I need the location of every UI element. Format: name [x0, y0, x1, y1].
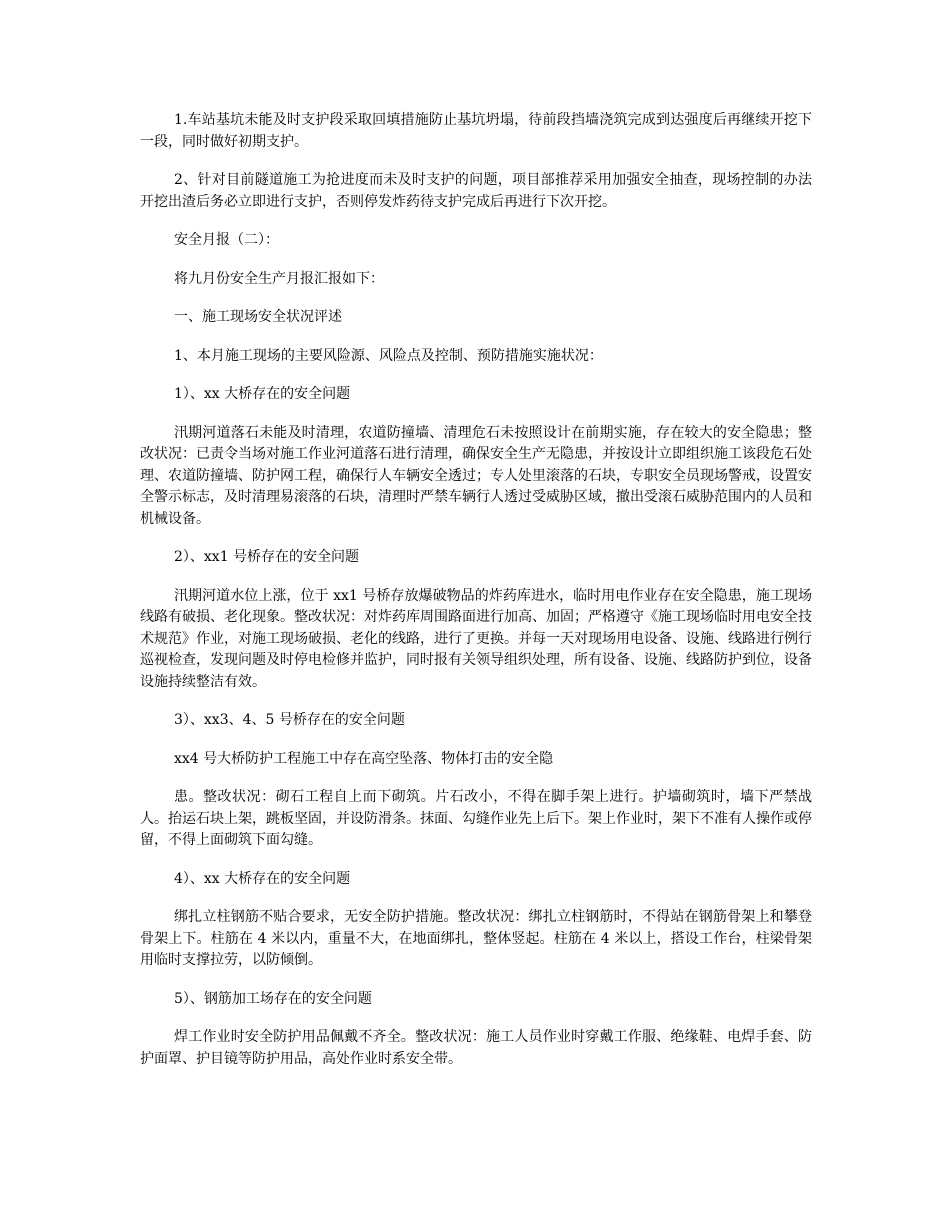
section-heading-1: 一、施工现场安全状况评述 [174, 309, 342, 325]
intro-line: 将九月份安全生产月报汇报如下： [174, 270, 384, 287]
section-title-monthly-report: 安全月报（二）： [174, 232, 279, 248]
item-body-2: 汛期河道水位上涨，位于 xx1 号桥存放爆破物品的炸药库进水，临时用电作业存在安全隐患，施工现场线路有破损、老化现象。整改状况：对炸药库周围路面进行加高、加固；严格遵守《施工现场临时用电安全技术规范》作业，对施工现场破损、老化的线路，进行了更换。并每一天对现场用电设备、设施、线路进行例行巡视检查，发现问题及时停电检修并监护，同时报有关领导组织处理，所有设备、设施、线路防护到位，设备设施持续整洁有效。 [140, 587, 812, 690]
item-body-1: 汛期河道落石未能及时清理，农道防撞墙、清理危石未按照设计在前期实施，存在较大的安全隐患；整改状况：已责令当场对施工作业河道落石进行清理，确保安全生产无隐患，并按设计立即组织施工该段危石处理、农道防撞墙、防护网工程，确保行人车辆安全透过；专人处里滚落的石块，专职安全员现场警戒，设置安全警示标志，及时清理易滚落的石块，清理时严禁车辆行人透过受威胁区域，撤出受滚石威胁范围内的人员和机械设备。 [140, 424, 812, 527]
item-heading-3: 3）、xx3、4、5 号桥存在的安全问题 [174, 712, 405, 728]
paragraph-1: 1.车站基坑未能及时支护段采取回填措施防止基坑坍塌，待前段挡墙浇筑完成到达强度后再继续开挖下一段，同时做好初期支护。 [140, 112, 812, 150]
subsection-heading-1: 1、本月施工现场的主要风险源、风险点及控制、预防措施实施状况： [174, 347, 603, 364]
item-body-5: 焊工作业时安全防护用品佩戴不齐全。整改状况：施工人员作业时穿戴工作服、绝缘鞋、电焊手套、防护面罩、护目镜等防护用品，高处作业时系安全带。 [140, 1029, 812, 1067]
item-body-4: 绑扎立柱钢筋不贴合要求，无安全防护措施。整改状况：绑扎立柱钢筋时，不得站在钢筋骨架上和攀登骨架上下。柱筋在 4 米以内，重量不大，在地面绑扎，整体竖起。柱筋在 4 米以上，搭设工作台，柱梁骨架用临时支撑拉劳，以防倾倒。 [140, 909, 812, 968]
item-heading-1: 1）、xx 大桥存在的安全问题 [174, 386, 351, 402]
paragraph-2: 2、针对目前隧道施工为抢进度而未及时支护的问题，项目部推荐采用加强安全抽查，现场控制的办法开挖出渣后务必立即进行支护，否则停发炸药待支护完成后再进行下次开挖。 [140, 172, 812, 210]
item-heading-5: 5）、钢筋加工场存在的安全问题 [174, 990, 372, 1007]
document-body [140, 110, 812, 1087]
item-body-3b: 患。整改状况：砌石工程自上而下砌筑。片石改小，不得在脚手架上进行。护墙砌筑时，墙下严禁战人。抬运石块上架，跳板坚固，并设防滑条。抹面、勾缝作业先上后下。架上作业时，架下不准有人操作或停留，不得上面砌筑下面勾缝。 [140, 789, 812, 848]
item-body-3a: xx4 号大桥防护工程施工中存在高空坠落、物体打击的安全隐 [174, 750, 554, 767]
item-heading-4: 4）、xx 大桥存在的安全问题 [174, 870, 351, 887]
item-heading-2: 2）、xx1 号桥存在的安全问题 [174, 549, 360, 565]
